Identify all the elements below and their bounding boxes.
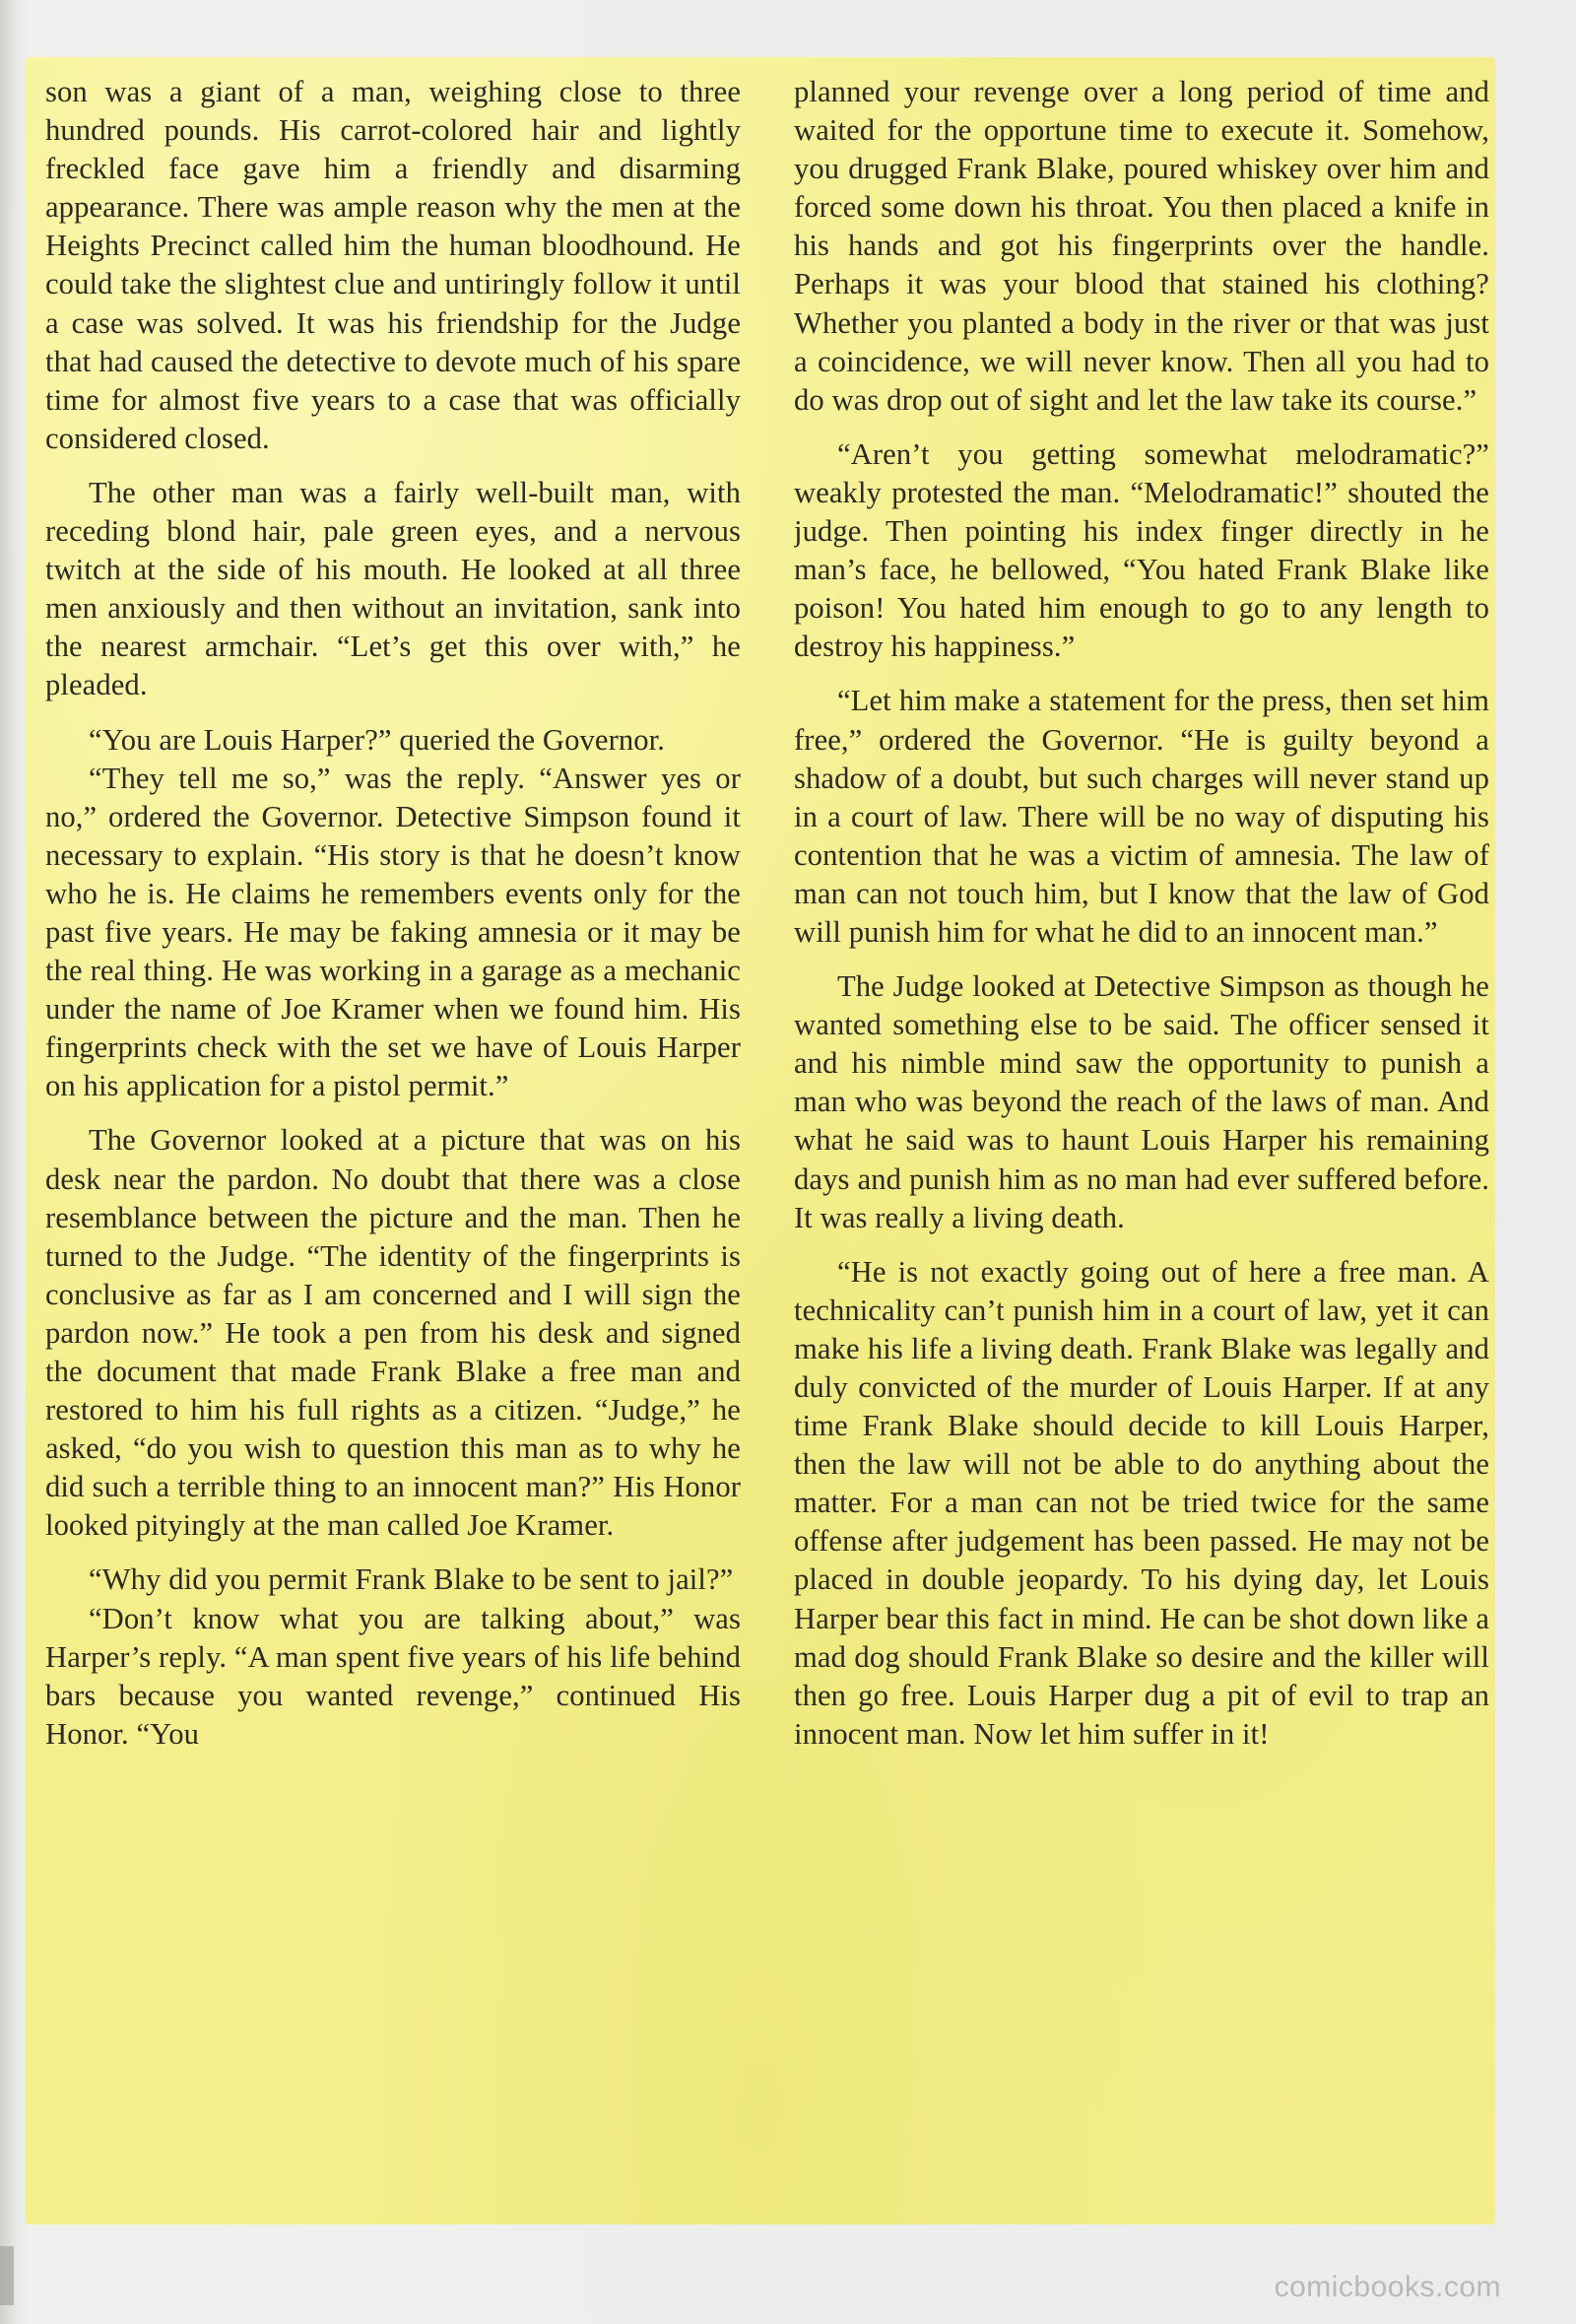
paragraph: The Judge looked at Detective Simpson as though he wanted something else to be said. The officer sensed it and his nimble mind saw the opportunity to punish a man who was beyond the reach of the laws of man. And what he said was to haunt Louis Harper his remaining days and punish him as no man had ever suffered before. It was really a living death.: [794, 969, 1489, 1234]
text-column-right: [794, 73, 1489, 2201]
paragraph: son was a giant of a man, weighing close to three hundred pounds. His carrot-colored hair and lightly freckled face gave him a friendly and disarming appearance. There was ample reason why the men at the Heights Precinct called him the human bloodhound. He could take the slightest clue and untiringly follow it until a case was solved. It was his friendship for the Judge that had caused the detective to devote much of his spare time for almost five years to a case that was officially considered closed.: [45, 75, 741, 455]
site-watermark: comicbooks.com: [1274, 2271, 1501, 2303]
paragraph: The other man was a fairly well-built man, with receding blond hair, pale green eyes, and a nervous twitch at the side of his mouth. He looked at all three men anxiously and then without an invitation, sank into the nearest armchair. “Let’s get this over with,” he pleaded.: [45, 475, 741, 702]
paragraph: “You are Louis Harper?” queried the Governor.: [89, 722, 666, 757]
paragraph: The Governor looked at a picture that was on his desk near the pardon. No doubt that there was a close resemblance between the picture and the man. Then he turned to the Judge. “The identity of the fingerprints is conclusive as far as I am concerned and I will sign the pardon now.” He took a pen from his desk and signed the document that made Frank Blake a free man and restored to him his full rights as a citizen. “Judge,” he asked, “do you wish to question this man as to why he did such a terrible thing to an innocent man?” His Honor looked pityingly at the man called Joe Kramer.: [45, 1123, 741, 1543]
paragraph: “They tell me so,” was the reply. “Answer yes or no,” ordered the Governor. Detective Simpson found it necessary to explain. “His story is that he doesn’t know who he is. He claims he remembers events only for the past five years. He may be faking amnesia or it may be the real thing. He was working in a garage as a mechanic under the name of Joe Kramer when we found him. His fingerprints check with the set we have of Louis Harper on his application for a pistol permit.”: [45, 761, 741, 1103]
paragraph: “He is not exactly going out of here a free man. A technicality can’t punish him in a court of law, yet it can make his life a living death. Frank Blake was legally and duly convicted of the murder of Louis Harper. If at any time Frank Blake should decide to kill Louis Harper, then the law will not be able to do anything about the matter. For a man can not be tried twice for the same offense after judgement has been passed. He may not be placed in double jeopardy. To his dying day, let Louis Harper bear this fact in mind. He can be shot down like a mad dog should Frank Blake so desire and the killer will then go free. Louis Harper dug a pit of evil to trap an innocent man. Now let him suffer in it!: [794, 1254, 1489, 1751]
paragraph: “Don’t know what you are talking about,” was Harper’s reply. “A man spent five years of his life behind bars because you wanted revenge,” continued His Honor. “You: [45, 1601, 741, 1751]
binding-edge-mark: [0, 2246, 14, 2305]
text-column-left: [45, 73, 741, 2201]
paragraph: “Let him make a statement for the press, then set him free,” ordered the Governor. “He is guilty beyond a shadow of a doubt, but such charges will never stand up in a court of law. There will be no way of disputing his contention that he was a victim of amnesia. The law of man can not touch him, but I know that the law of God will punish him for what he did to an innocent man.”: [794, 684, 1489, 949]
paragraph: planned your revenge over a long period of time and waited for the opportune time to execute it. Somehow, you drugged Frank Blake, poured whiskey over him and forced some down his throat. You then placed a knife in his hands and got his fingerprints over the handle. Perhaps it was your blood that stained his clothing? Whether you planted a body in the river or that was just a coincidence, we will never know. Then all you had to do was drop out of sight and let the law take its course.”: [794, 75, 1489, 417]
paragraph: “Aren’t you getting somewhat melodramatic?” weakly protested the man. “Melodramatic!” shouted the judge. Then pointing his index finger directly in he man’s face, he bellowed, “You hated Frank Blake like poison! You hated him enough to go to any length to destroy his happiness.”: [794, 436, 1489, 664]
paragraph: “Why did you permit Frank Blake to be sent to jail?”: [89, 1562, 734, 1597]
